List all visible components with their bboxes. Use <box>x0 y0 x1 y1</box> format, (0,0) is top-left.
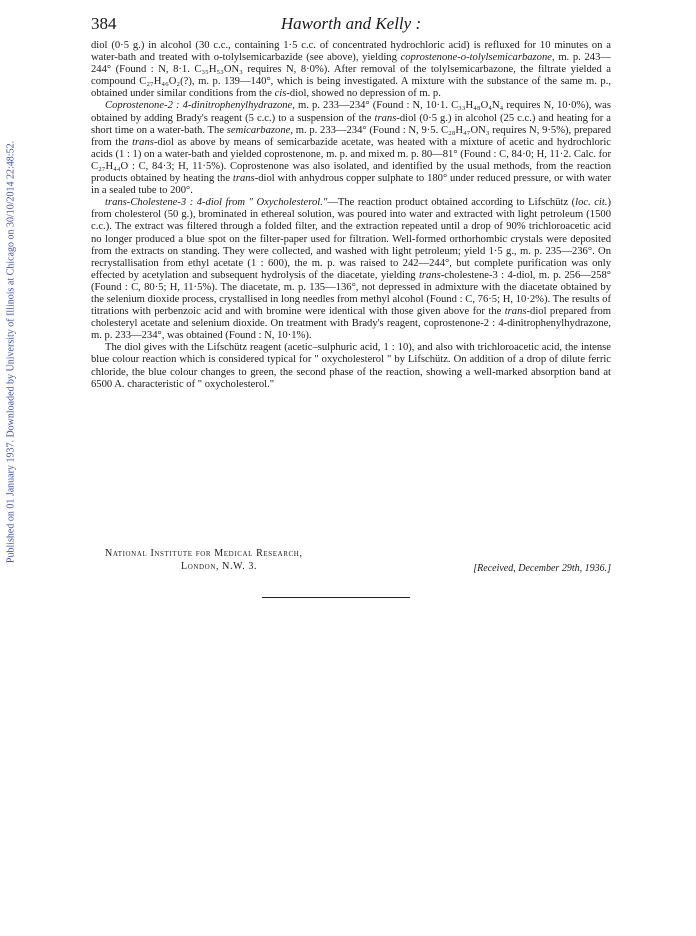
italic-text: trans <box>418 269 441 281</box>
page-header <box>91 14 611 36</box>
text-run: -diol with anhydrous copper sulphate to 180° under reduced pressure, or with water in a sealed tube to 200°. <box>91 173 612 197</box>
text-run: -diol (0·5 g.) in alcohol (25 c.c.) and heating for a short time on a water-bath. The <box>91 112 611 136</box>
italic-text: Cholestene-3 : 4-diol from " Oxycholesterol." <box>130 197 328 209</box>
paragraph <box>91 100 611 197</box>
italic-text: Coprostenone-2 : 4-dinitrophenylhydrazone <box>105 100 293 112</box>
download-watermark <box>3 92 19 612</box>
article-body <box>91 40 611 391</box>
affiliation-line-2: London, N.W. 3. <box>181 561 258 572</box>
text-run: —The reaction product obtained according to Lifschütz ( <box>327 197 576 209</box>
article-footer <box>91 548 611 572</box>
italic-text: loc. cit. <box>575 197 608 209</box>
text-run: , m. p. 243—244° (Found : N, 8·1. C₃₅H₅₃ON₃ requires N, 8·0%). After removal of the tolylsemicarbazone, the filtrate yielded a compound C₂₇H₄₆O₂(?), m. p. 139—140°, which is being investigated. A mixture with the substance of the same m. p., obtained under similar conditions from the <box>91 52 611 100</box>
italic-text: trans <box>232 173 255 185</box>
italic-text: trans <box>374 112 397 124</box>
text-run: diol (0·5 g.) in alcohol (30 c.c., containing 1·5 c.c. of concentrated hydrochloric acid) is refluxed for 10 minutes on a water-bath and treated with o-tolylsemicarbazide (see above), yielding <box>91 40 611 64</box>
paragraph <box>91 342 611 390</box>
download-watermark-text: Published on 01 January 1937. Downloaded by University of Illinois at Chicago on 30/10/2014 22:48:52. <box>5 140 17 564</box>
italic-text: trans <box>132 136 154 148</box>
paragraph <box>91 197 611 342</box>
affiliation-line-1: National Institute for Medical Research, <box>105 548 303 559</box>
paragraph <box>91 40 611 100</box>
text-run: -diol, showed no depression of m. p. <box>286 88 441 100</box>
running-title: Haworth and Kelly : <box>280 14 422 33</box>
italic-text: cis <box>274 88 287 100</box>
italic-text: semicarbazone <box>226 124 291 136</box>
text-run: -diol prepared from cholesteryl acetate and selenium dioxide. On treatment with Brady's reagent, coprostenone-2 : 4-dinitrophenylhydrazone, m. p. 233—234°, was obtained (Found : N, 10·1%). <box>91 306 611 342</box>
italic-text: trans <box>105 197 127 209</box>
text-run: , m. p. 233—234° (Found : N, 10·1. C₃₃H₄₈O₄N₄ requires N, 10·0%), was obtained by adding Brady's reagent (5 c.c.) to a suspension of the <box>91 100 612 124</box>
text-run: -diol as above by means of semicarbazide acetate, was heated with a mixture of acetic and hydrochloric acids (1 : 1) on a water-bath and yielded coprostenone, m. p. and mixed m. p. 80—81° (Found : C, 84·0; H, 11·2. Calc. for C₂₇H₄₄O : C, 84·3; H, 11·5%). Coprostenone was also isolated, and identified by the usual methods, from the reaction products obtained by heating the <box>91 136 611 185</box>
received-date: [Received, December 29th, 1936.] <box>473 563 611 574</box>
text-run: -cholestene-3 : 4-diol, m. p. 256—258° (Found : C, 80·5; H, 11·5%). The diacetate, m. p. 135—136°, not depressed in admixture with the diacetate obtained by the selenium dioxide process, crystallised in long needles from methyl alcohol (Found : C, 76·5; H, 10·2%). The results of titrations with perbenzoic acid and with bromine were identical with those given above for the <box>91 269 611 318</box>
text-run: , m. p. 233—234° (Found : N, 9·5. C₂₈H₄₇ON₃ requires N, 9·5%), prepared from the <box>91 124 611 148</box>
text-run: ) from cholesterol (50 g.), brominated in ethereal solution, was poured into water and extracted with light petroleum (1500 c.c.). The extract was filtered through a folded filter, and the extraction repeated until a drop of 90% trichloroacetic acid no longer produced a blue spot on the filter-paper used for filtration. Well-formed orthorhombic crystals were deposited from the extracts on standing. They were collected, and washed with light petroleum; yield 1·5 g., m. p. 235—236°. On recrystallisation from ethyl acetate (1 : 600), the m. p. was raised to 242—244°, but complete purification was only effected by acetylation and subsequent hydrolysis of the diacetate, yielding <box>91 197 611 281</box>
italic-text: coprostenone-o-tolylsemicarbazone <box>400 52 552 64</box>
page-number: 384 <box>91 14 117 33</box>
text-run: - <box>126 197 131 209</box>
end-rule <box>262 597 410 598</box>
text-run: The diol gives with the Lifschütz reagent (acetic–sulphuric acid, 1 : 10), and also with trichloroacetic acid, the intense blue colour reaction which is considered typical for " oxycholesterol " by Lifschütz. On addition of a drop of dilute ferric chloride, the blue colour changes to green, the second phase of the reaction, showing a well-marked absorption band at 6500 A. characteristic of " oxycholesterol." <box>91 342 611 390</box>
italic-text: trans <box>504 306 527 318</box>
